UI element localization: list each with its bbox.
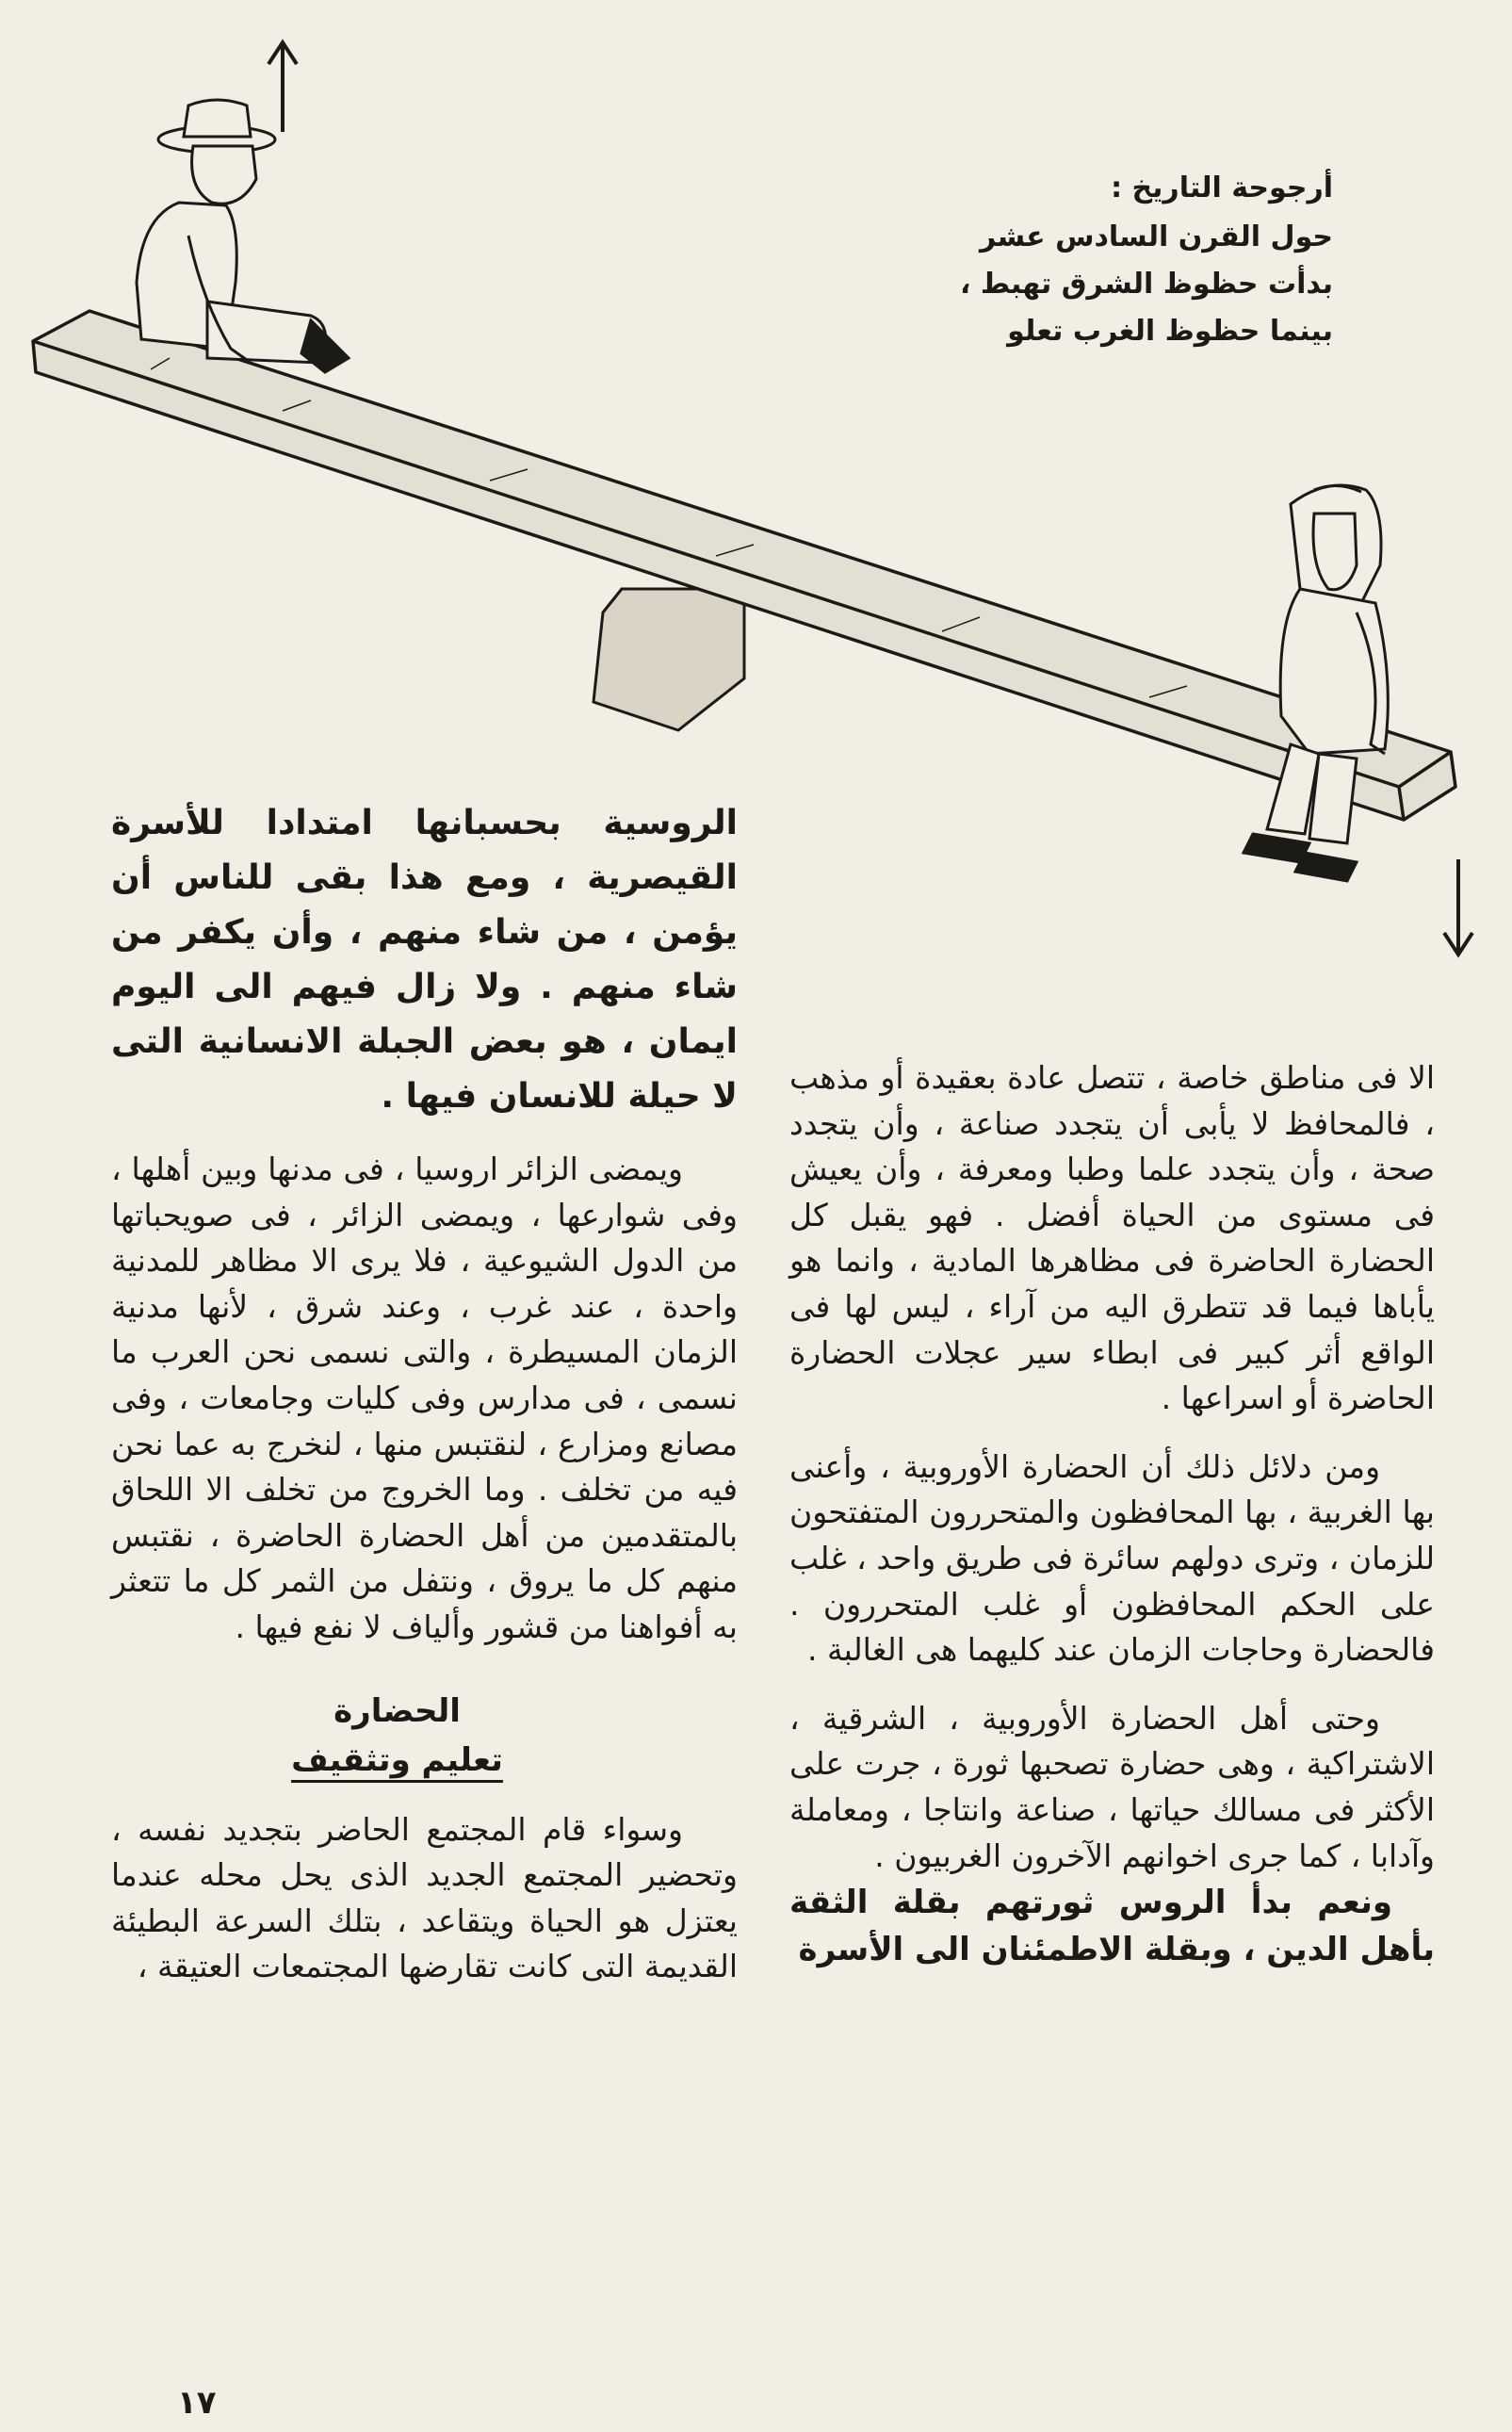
right-column <box>789 1055 1435 1973</box>
section-heading: الحضارة <box>333 1691 461 1730</box>
body-paragraph: وسواء قام المجتمع الحاضر بتجديد نفسه ، وتحضير المجتمع الجديد الذى يحل محله عندما يعتزل هو الحياة ويتقاعد ، بتلك السرعة البطيئة القديمة التى كانت تقارضها المجتمعات العتيقة ، <box>111 1810 738 1985</box>
eastern-man-figure <box>1244 485 1388 881</box>
down-arrow-icon <box>1444 859 1472 955</box>
caption-line: بدأت حظوظ الشرق تهبط ، <box>959 268 1333 301</box>
section-subheading: تعليم وتثقيف <box>291 1740 503 1779</box>
seesaw-fulcrum <box>593 589 744 730</box>
body-paragraph: الا فى مناطق خاصة ، تتصل عادة بعقيدة أو مذهب ، فالمحافظ لا يأبى أن يتجدد صناعة ، وأن يتجدد صحة ، وأن يتجدد علما وطبا ومعرفة ، وأن يعيش فى مستوى من الحياة أفضل . فهو يقبل كل الحضارة الحاضرة فى مظاهرها المادية ، وانما هو يأباها فيما قد تتطرق اليه من آراء ، ليس لها فى الواقع أثر كبير فى ابطاء سير عجلات الحضارة الحاضرة أو اسراعها . <box>789 1059 1435 1417</box>
illustration-caption <box>805 165 1333 355</box>
western-man-figure <box>137 100 349 372</box>
page-number: ١٧ <box>177 2384 217 2422</box>
caption-line: حول القرن السادس عشر <box>979 220 1333 253</box>
body-paragraph: وحتى أهل الحضارة الأوروبية ، الشرقية ، الاشتراكية ، وهى حضارة تصحبها ثورة ، جرت على الأكثر فى مسالك حياتها ، صناعة وانتاجا ، ومعاملة وآدابا ، كما جرى اخوانهم الآخرون الغربيون . <box>789 1699 1435 1874</box>
bold-paragraph: الروسية بحسبانها امتدادا للأسرة القيصرية ، ومع هذا بقى للناس أن يؤمن ، من شاء منهم ، وأن يكفر من شاء منهم . ولا زال فيهم الى اليوم ايمان ، هو بعض الجبلة الانسانية التى لا حيلة للانسان فيها . <box>111 804 738 1116</box>
up-arrow-icon <box>268 42 297 132</box>
left-column <box>111 796 738 1990</box>
caption-title: أرجوحة التاريخ : <box>1111 171 1333 204</box>
bold-ending-paragraph: ونعم بدأ الروس ثورتهم بقلة الثقة بأهل الدين ، وبقلة الاطمئنان الى الأسرة <box>789 1884 1435 1969</box>
seesaw-plank <box>33 311 1455 820</box>
body-paragraph: ويمضى الزائر اروسيا ، فى مدنها وبين أهلها ، وفى شوارعها ، ويمضى الزائر ، فى صويحباتها من الدول الشيوعية ، فلا يرى الا مظاهر للمدنية واحدة ، عند غرب ، وعند شرق ، لأنها مدنية الزمان المسيطرة ، والتى نسمى نحن العرب ما نسمى ، فى مدارس وفى كليات وجامعات ، وفى مصانع ومزارع ، لنقتبس منها ، لنخرج به عما نحن فيه من تخلف . وما الخروج من تخلف الا اللحاق بالمتقدمين من أهل الحضارة الحاضرة ، نقتبس منهم كل ما يروق ، ونتفل من الثمر كل ما تتعثر به أفواهنا من قشور وألياف لا نفع فيها . <box>111 1151 738 1645</box>
caption-line: بينما حظوظ الغرب تعلو <box>1007 315 1333 348</box>
body-paragraph: ومن دلائل ذلك أن الحضارة الأوروبية ، وأعنى بها الغربية ، بها المحافظون والمتحررون المتفتحون للزمان ، وترى دولهم سائرة فى طريق واحد ، غلب على الحكم المحافظون أو غلب المتحررون . فالحضارة وحاجات الزمان عند كليهما هى الغالبة . <box>789 1447 1435 1669</box>
